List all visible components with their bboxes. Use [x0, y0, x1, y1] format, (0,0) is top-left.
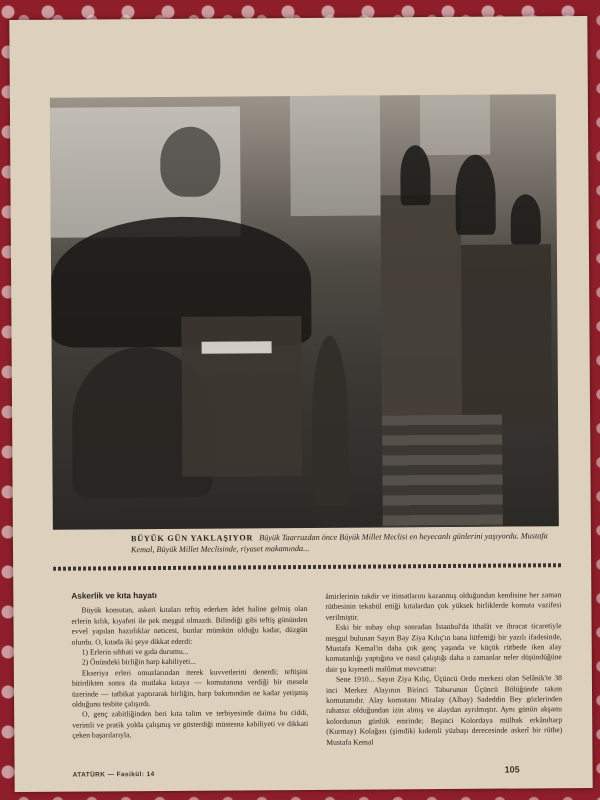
- paragraph: Eski bir subay olup sonradan İstanbul'da ithalât ve ihracat ticaretiyle meşgul bulunan Sayın Bay Ziya Kılıç'ın bana lütfettiği bir yazılı ifadesinde, Mustafa Kemal'in daha çok genç yaşında ve küçük rütbede iken alay komutanlığı yaptığına ve nasıl çalıştığı daha o zamanlar neler düşündüğüne dair şu kıymetli malûmat mevcuttur:: [325, 621, 562, 674]
- chandelier: [160, 127, 220, 197]
- magazine-page: [9, 16, 592, 792]
- paragraph: O, genç zabitliğinden beri kıta talim ve terbiyesinde daima bu ciddi, verimli ve pratik yolda çalışmış ve gösterdiği müstesna kabiliyeti ve dikkati çeken başarılarıyla,: [72, 708, 309, 740]
- list-item: 1) Erlerin sıhhati ve gıda durumu...: [81, 646, 189, 657]
- paragraph: Ekseriya erleri omuzlarından iterek kuvvetlerini denerdi; teftişini bitirdikten sonra da mutlaka kıtaya — komutanına verdiği bir mesele üzerinde — tatbikat yaptırarak birliğin, harp bakımından ne kadar yetişmiş olduğunu tesbite çalışırdı.: [71, 666, 309, 709]
- photo-paper: [202, 341, 272, 353]
- photo-window-right: [420, 95, 490, 155]
- photo-figure-president: [455, 155, 496, 235]
- paragraph: âmirlerinin takdir ve itimatlarını kazanmış olduğundan kendisine her zaman rütbesinin tekabül ettiği kıtalardan çok yüksek birliklerde komuta vazifesi verilmiştir.: [325, 590, 562, 622]
- parliament-photo: [50, 94, 559, 530]
- photo-lectern: [381, 195, 463, 416]
- paragraph: Büyük komutan, askeri kıtaları teftiş ederken âdet haline gelmiş olan erlerin kılık, kıyafeti ile pek meşgul olmazdı. Bilindiği gibi teftiş gününden evvel yapılan hazırlıklar neticesi, bunlar mümkün olduğu kadar, düzgün olurdu. O, kıtada iki şeye dikkat ederdi:: [71, 604, 308, 647]
- fascicle-label: ATATÜRK — Fasikül: 14: [72, 771, 155, 779]
- photo-figure-right: [511, 194, 541, 244]
- photo-caption: [131, 530, 561, 555]
- photo-bench: [181, 316, 302, 477]
- photo-presidium: [461, 244, 552, 425]
- photo-figure-standing: [400, 145, 430, 205]
- page-number: 105: [504, 764, 520, 775]
- section-title: Askerlik ve kıta hayatı: [71, 591, 157, 601]
- right-column: [325, 590, 562, 748]
- caption-heading: BÜYÜK GÜN YAKLAŞIYOR: [130, 533, 254, 544]
- caption-text: Büyük Taarruzdan önce Büyük Millet Meclisi en heyecanlı günlerini yaşıyordu. Mustafa Kemal, Büyük Millet Meclisinde, riyaset makamında...: [130, 531, 548, 555]
- paragraph: Sene 1910... Sayın Ziya Kılıç, Üçüncü Ordu merkezi olan Selânik'te 38 inci Merkez Alayının Birinci Taburunun Üçüncü Bölüğünde takım komutanıdır. Alay komutanı Miralay (Albay) Sadeddin Bey gözlerinden rahatsız olduğundan izin almış ve alaydan ayrılmıştır. Aynı günün akşamı kolordunun günlük emrinde; Beşinci Kolordaya mülhak erkânıharp (Kurmay) Kolağası (şimdiki kıdemli yüzbaşı derecesinde askerî bir rütbe) Mustafa Kemal: [325, 673, 563, 747]
- photo-window-center: [290, 95, 381, 216]
- photo-figure-stairs: [312, 336, 349, 506]
- list-item: 2) Önündeki birliğin harp kabiliyeti...: [81, 657, 196, 667]
- photo-stairs: [382, 415, 503, 528]
- left-column: [71, 590, 308, 741]
- section-divider: [53, 563, 561, 571]
